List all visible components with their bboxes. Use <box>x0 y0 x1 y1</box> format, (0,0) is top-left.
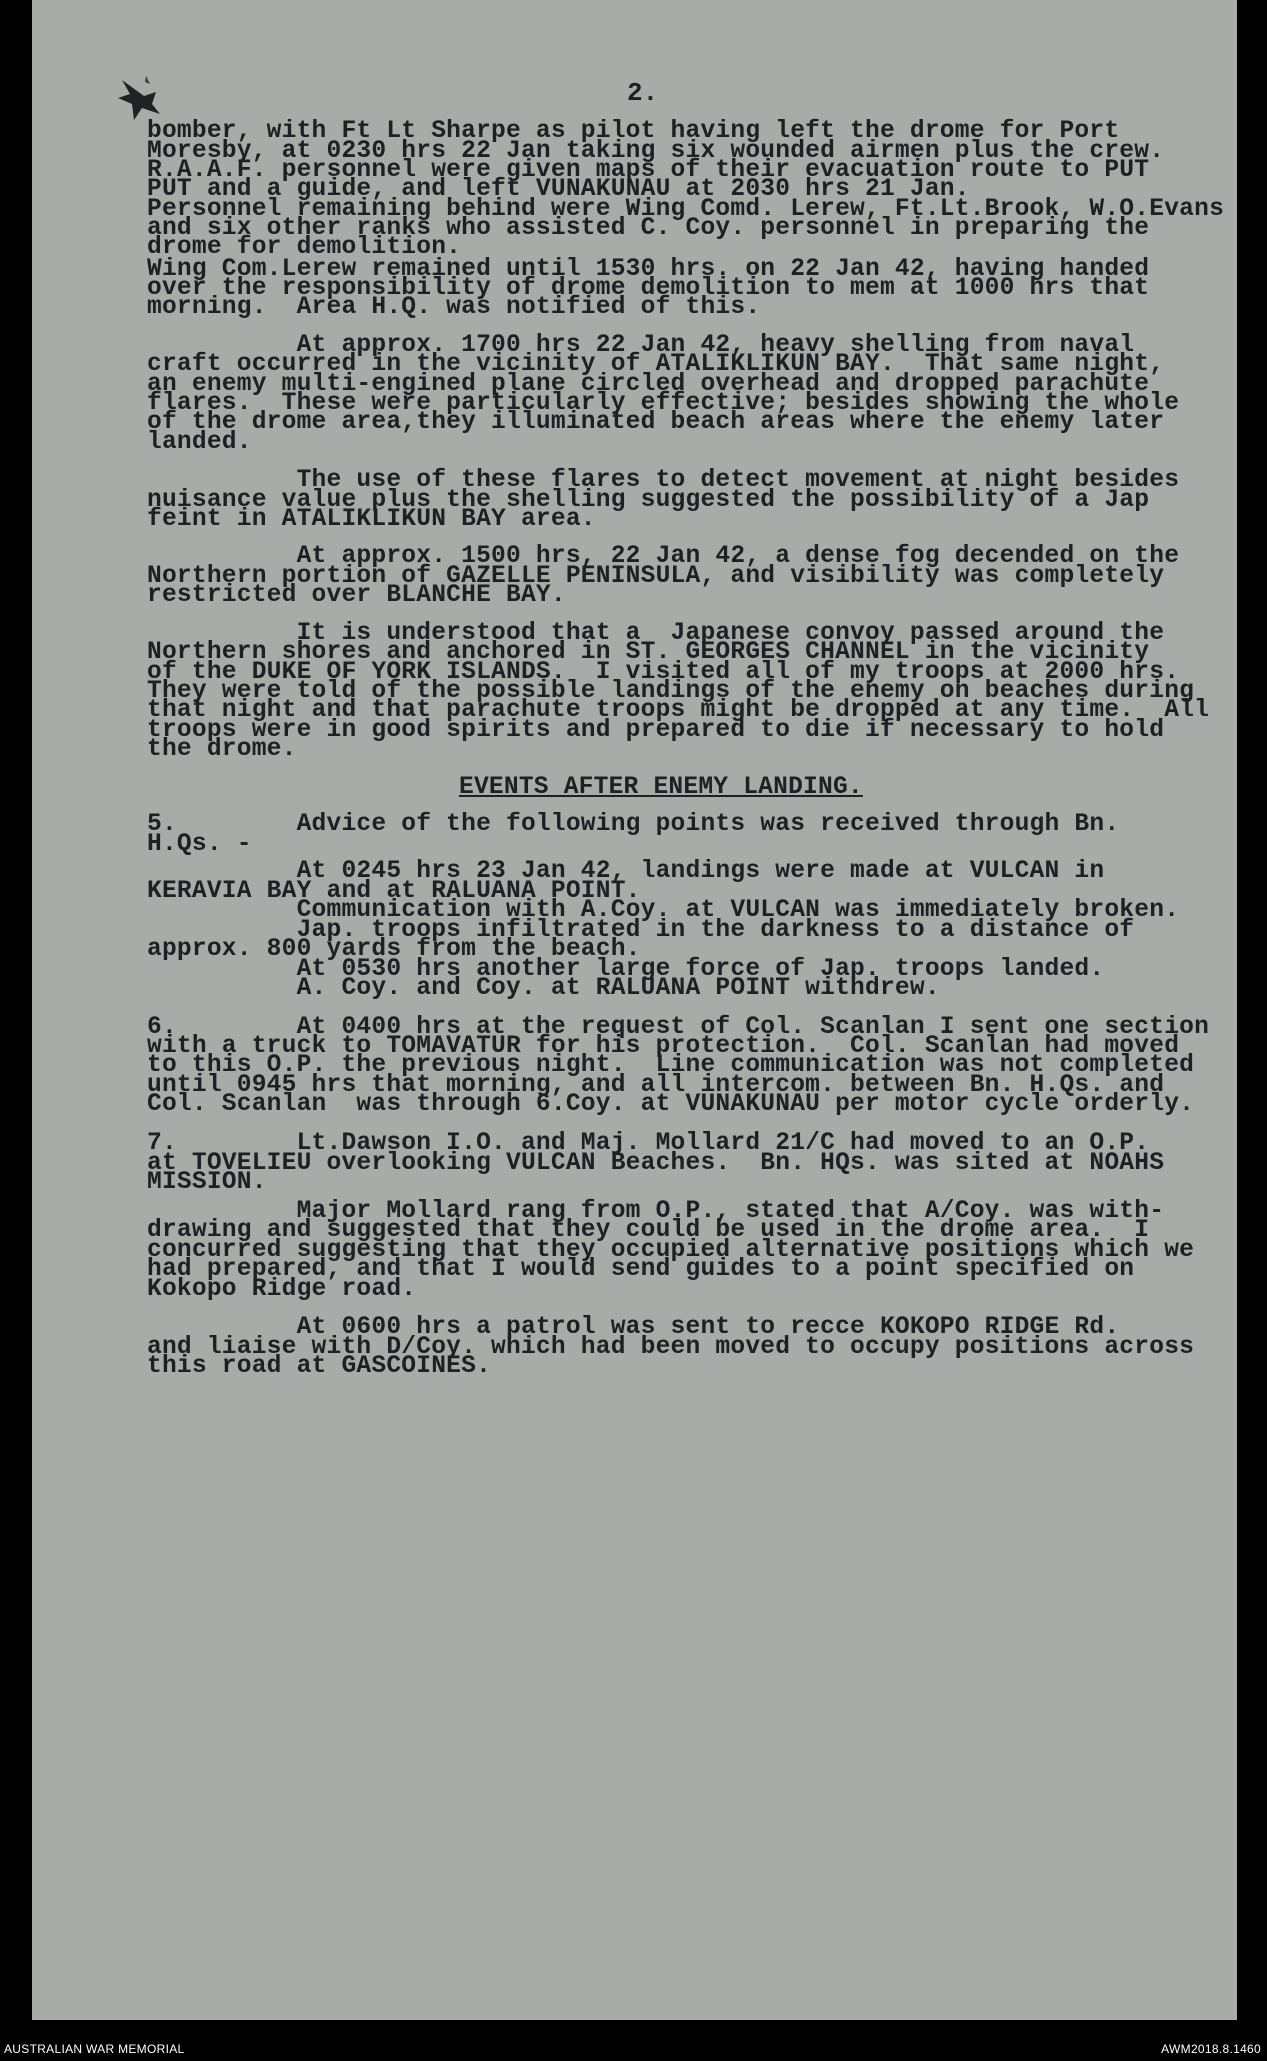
text-line: craft occurred in the vicinity of ATALIKLIKUN BAY. That same night, <box>147 351 1165 378</box>
section-heading: EVENTS AFTER ENEMY LANDING. <box>459 774 863 801</box>
text-line: and liaise with D/Coy. which had been moved to occupy positions across <box>147 1334 1195 1361</box>
text-line: this road at GASCOINES. <box>147 1353 492 1380</box>
text-line: 7. Lt.Dawson I.O. and Maj. Mollard 21/C had moved to an O.P. <box>147 1130 1150 1157</box>
text-line: bomber, with Ft Lt Sharpe as pilot having left the drome for Port <box>147 118 1120 145</box>
text-line: to this O.P. the previous night. Line communication was not completed <box>147 1052 1195 1079</box>
text-line: Personnel remaining behind were Wing Comd. Lerew, Ft.Lt.Brook, W.O.Evans <box>147 196 1225 223</box>
text-line: Northern portion of GAZELLE PENINSULA, and visibility was completely <box>147 563 1165 590</box>
text-line: and six other ranks who assisted C. Coy. personnel in preparing the <box>147 215 1150 242</box>
text-line: Jap. troops infiltrated in the darkness to a distance of <box>147 917 1135 944</box>
text-line: approx. 800 yards from the beach. <box>147 936 641 963</box>
text-line: the drome. <box>147 736 297 763</box>
text-line: drome for demolition. <box>147 234 462 261</box>
text-line: Wing Com.Lerew remained until 1530 hrs. on 22 Jan 42, having handed <box>147 256 1150 283</box>
text-line: drawing and suggested that they could be used in the drome area. I <box>147 1217 1150 1244</box>
text-line: Communication with A.Coy. at VULCAN was immediately broken. <box>147 897 1180 924</box>
text-line: At 0530 hrs another large force of Jap. troops landed. <box>147 956 1105 983</box>
text-line: Col. Scanlan was through 6.Coy. at VUNAKUNAU per motor cycle orderly. <box>147 1091 1195 1118</box>
text-line: nuisance value plus the shelling suggested the possibility of a Jap <box>147 487 1150 514</box>
text-line: of the drome area,they illuminated beach areas where the enemy later <box>147 409 1165 436</box>
text-line: landed. <box>147 429 252 456</box>
text-line: restricted over BLANCHE BAY. <box>147 582 566 609</box>
text-line: Kokopo Ridge road. <box>147 1276 417 1303</box>
text-line: R.A.A.F. personnel were given maps of their evacuation route to PUT <box>147 157 1150 184</box>
text-line: The use of these flares to detect movement at night besides <box>147 467 1180 494</box>
text-line: Major Mollard rang from O.P., stated that A/Coy. was with- <box>147 1198 1165 1225</box>
text-line: Northern shores and anchored in ST. GEORGES CHANNEL in the vicinity <box>147 639 1150 666</box>
text-line: 6. At 0400 hrs at the request of Col. Scanlan I sent one section <box>147 1014 1210 1041</box>
text-line: At 0245 hrs 23 Jan 42, landings were made at VULCAN in <box>147 858 1105 885</box>
text-line: MISSION. <box>147 1169 267 1196</box>
text-line: flares. These were particularly effective; besides showing the whole <box>147 390 1180 417</box>
text-line: H.Qs. - <box>147 831 252 858</box>
text-line: an enemy multi-engined plane circled overhead and dropped parachute <box>147 371 1150 398</box>
text-line: It is understood that a Japanese convoy passed around the <box>147 620 1165 647</box>
text-line: feint in ATALIKLIKUN BAY area. <box>147 506 596 533</box>
text-line: At 0600 hrs a patrol was sent to recce KOKOPO RIDGE Rd. <box>147 1314 1120 1341</box>
text-line: over the responsibility of drome demolition to mem at 1000 hrs that <box>147 275 1150 302</box>
text-line: At approx. 1500 hrs, 22 Jan 42, a dense fog decended on the <box>147 543 1180 570</box>
text-line: troops were in good spirits and prepared to die if necessary to hold <box>147 717 1165 744</box>
text-line: Moresby, at 0230 hrs 22 Jan taking six wounded airmen plus the crew. <box>147 138 1165 165</box>
text-line: concurred suggesting that they occupied alternative positions which we <box>147 1237 1195 1264</box>
text-line: KERAVIA BAY and at RALUANA POINT. <box>147 878 641 905</box>
footer-accession-number: AWM2018.8.1460 <box>1161 2042 1261 2056</box>
text-line: until 0945 hrs that morning, and all intercom. between Bn. H.Qs. and <box>147 1072 1165 1099</box>
footer-credit: AUSTRALIAN WAR MEMORIAL <box>4 2042 185 2056</box>
text-line: had prepared, and that I would send guides to a point specified on <box>147 1256 1135 1283</box>
text-line: At approx. 1700 hrs 22 Jan 42, heavy shelling from naval <box>147 332 1135 359</box>
text-line: of the DUKE OF YORK ISLANDS. I visited all of my troops at 2000 hrs. <box>147 659 1180 686</box>
text-line: morning. Area H.Q. was notified of this. <box>147 294 761 321</box>
text-line: at TOVELIEU overlooking VULCAN Beaches. Bn. HQs. was sited at NOAHS <box>147 1150 1165 1177</box>
text-line: A. Coy. and Coy. at RALUANA POINT withdrew. <box>147 975 940 1002</box>
text-line: PUT and a guide, and left VUNAKUNAU at 2030 hrs 21 Jan. <box>147 176 970 203</box>
text-line: 5. Advice of the following points was received through Bn. <box>147 811 1120 838</box>
text-line: that night and that parachute troops might be dropped at any time. All <box>147 697 1210 724</box>
text-line: They were told of the possible landings of the enemy on beaches during <box>147 678 1195 705</box>
text-line: with a truck to TOMAVATUR for his protection. Col. Scanlan had moved <box>147 1033 1180 1060</box>
document-page <box>32 0 1237 2020</box>
page-number: 2. <box>627 78 659 108</box>
